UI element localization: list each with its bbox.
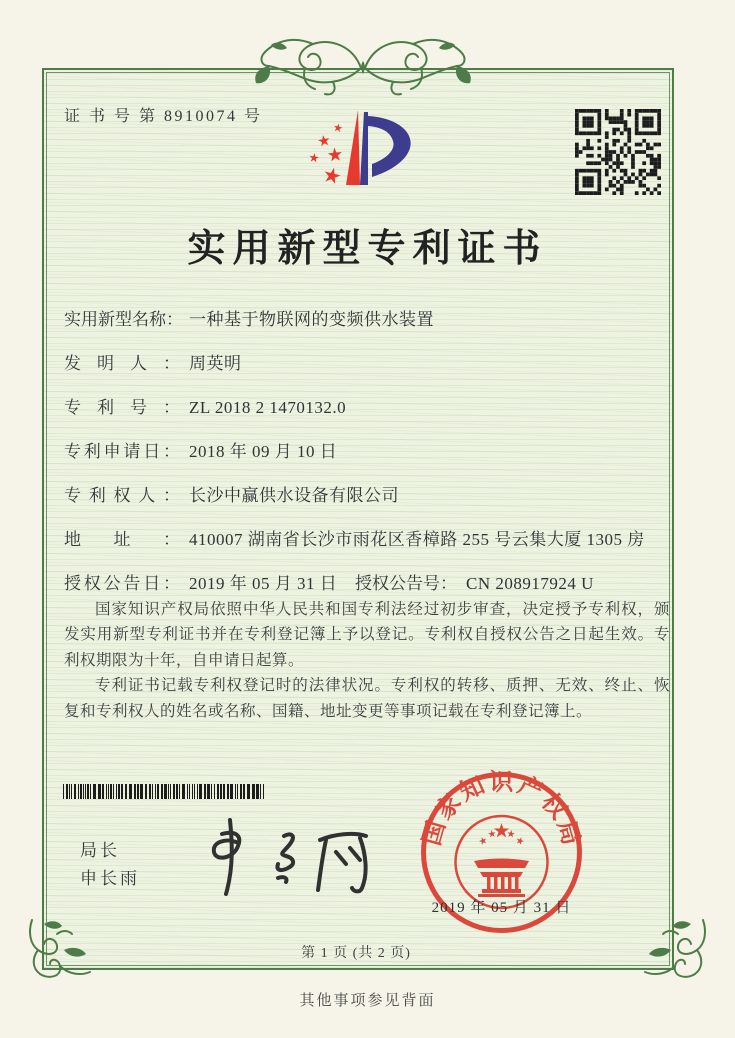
svg-text:国家知识产权局 [418, 769, 584, 848]
field-label: 授权公告号： [355, 574, 457, 593]
field-label: 专利权人： [64, 486, 180, 505]
director-signature-icon [192, 806, 377, 901]
top-border-ornament-icon [243, 28, 483, 103]
field-row-grant-date [64, 569, 670, 594]
field-grant-number [355, 569, 594, 594]
field-value: 2019 年 05 月 31 日 [189, 574, 338, 593]
body-paragraph-2: 专利证书记载专利权登记时的法律状况。专利权的转移、质押、无效、终止、恢复和专利权人的姓名或名称、国籍、地址变更等事项记载在专利登记簿上。 [64, 677, 670, 720]
field-row-filing-date [64, 437, 670, 462]
field-row-patentee [64, 481, 670, 506]
certificate-title: 实用新型专利证书 [187, 228, 548, 270]
director-name: 申长雨 [80, 869, 140, 888]
field-value: 长沙中赢供水设备有限公司 [189, 486, 399, 505]
field-label: 授权公告日： [64, 574, 180, 593]
field-row-patent-number [64, 393, 670, 418]
field-value: 一种基于物联网的变频供水装置 [189, 310, 434, 329]
barcode-icon [63, 784, 269, 799]
field-label: 地址： [64, 530, 180, 549]
seal-date: 2019 年 05 月 31 日 [431, 900, 572, 916]
director-title: 局长 [80, 841, 120, 860]
cnipa-patent-logo-icon [300, 100, 430, 195]
field-value: CN 208917924 U [466, 574, 594, 593]
field-value: ZL 2018 2 1470132.0 [189, 398, 347, 417]
field-row-address [64, 525, 670, 550]
field-label: 专利号： [64, 398, 180, 417]
field-label: 发明人： [64, 354, 180, 373]
qr-code-icon [575, 109, 661, 195]
field-label: 实用新型名称： [64, 310, 183, 329]
field-value: 2018 年 09 月 10 日 [189, 442, 338, 461]
back-side-note: 其他事项参见背面 [299, 993, 436, 1009]
field-row-name [64, 305, 670, 330]
field-value: 410007 湖南省长沙市雨花区香樟路 255 号云集大厦 1305 房 [189, 530, 645, 549]
field-value: 周英明 [189, 354, 242, 373]
field-row-inventor [64, 349, 670, 374]
seal-text: 国家知识产权局 [419, 770, 584, 849]
national-emblem-icon [456, 816, 548, 908]
legal-body-text [64, 597, 670, 724]
field-label: 专利申请日： [64, 442, 180, 461]
body-paragraph-1: 国家知识产权局依照中华人民共和国专利法经过初步审查，决定授予专利权，颁发实用新型专利证书并在专利登记簿上予以登记。专利权自授权公告之日起生效。专利权期限为十年，自申请日起算。 [64, 601, 670, 669]
certificate-number: 证 书 号 第 8910074 号 [64, 108, 263, 125]
page-indicator: 第 1 页 (共 2 页) [301, 946, 411, 961]
